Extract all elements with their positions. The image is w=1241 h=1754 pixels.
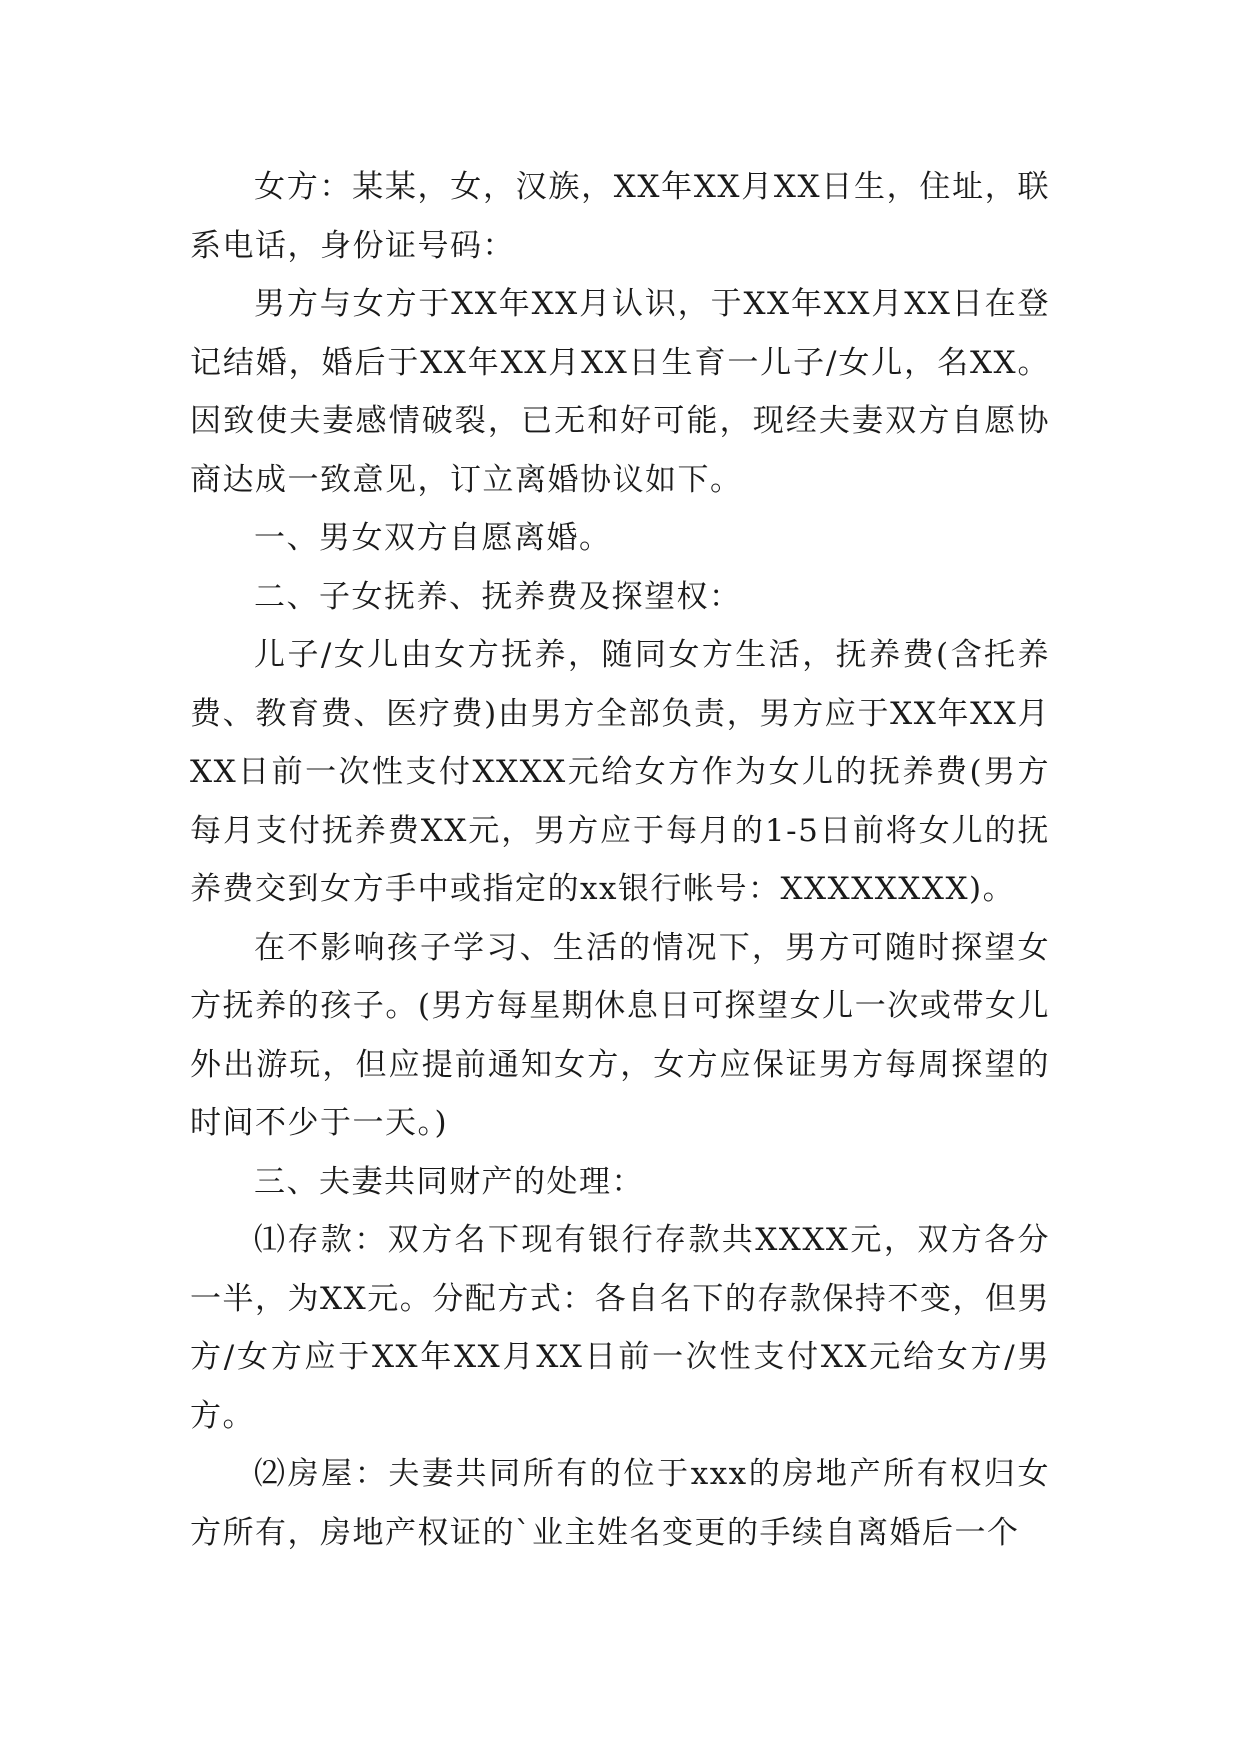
paragraph-visitation: 在不影响孩子学习、生活的情况下，男方可随时探望女方抚养的孩子。(男方每星期休息日可探望女儿一次或带女儿外出游玩，但应提前通知女方，女方应保证男方每周探望的时间不少于一天。) [190,929,1050,1141]
document-body [190,158,1050,1562]
paragraph-party-info: 女方：某某，女，汉族，XX年XX月XX日生，住址，联系电话，身份证号码： [190,169,1050,264]
paragraph-child-support: 儿子/女儿由女方抚养，随同女方生活，抚养费(含托养费、教育费、医疗费)由男方全部负责，男方应于XX年XX月XX日前一次性支付XXXX元给女方作为女儿的抚养费(男方每月支付抚养费XX元，男方应于每月的1-5日前将女儿的抚养费交到女方手中或指定的xx银行帐号：XXXXXXXX)。 [190,637,1050,907]
paragraph-clause-2-heading: 二、子女抚养、抚养费及探望权： [254,578,742,615]
paragraph-clause-1: 一、男女双方自愿离婚。 [254,520,612,556]
paragraph-marriage-background: 男方与女方于XX年XX月认识，于XX年XX月XX日在登记结婚，婚后于XX年XX月XX日生育一儿子/女儿，名XX。因致使夫妻感情破裂，已无和好可能，现经夫妻双方自愿协商达成一致意见，订立离婚协议如下。 [190,286,1050,498]
paragraph-house: ⑵房屋：夫妻共同所有的位于xxx的房地产所有权归女方所有，房地产权证的`业主姓名变更的手续自离婚后一个 [190,1456,1050,1551]
paragraph-savings: ⑴存款：双方名下现有银行存款共XXXX元，双方各分一半，为XX元。分配方式：各自名下的存款保持不变，但男方/女方应于XX年XX月XX日前一次性支付XX元给女方/男方。 [190,1222,1050,1434]
paragraph-clause-3-heading: 三、夫妻共同财产的处理： [254,1163,644,1200]
